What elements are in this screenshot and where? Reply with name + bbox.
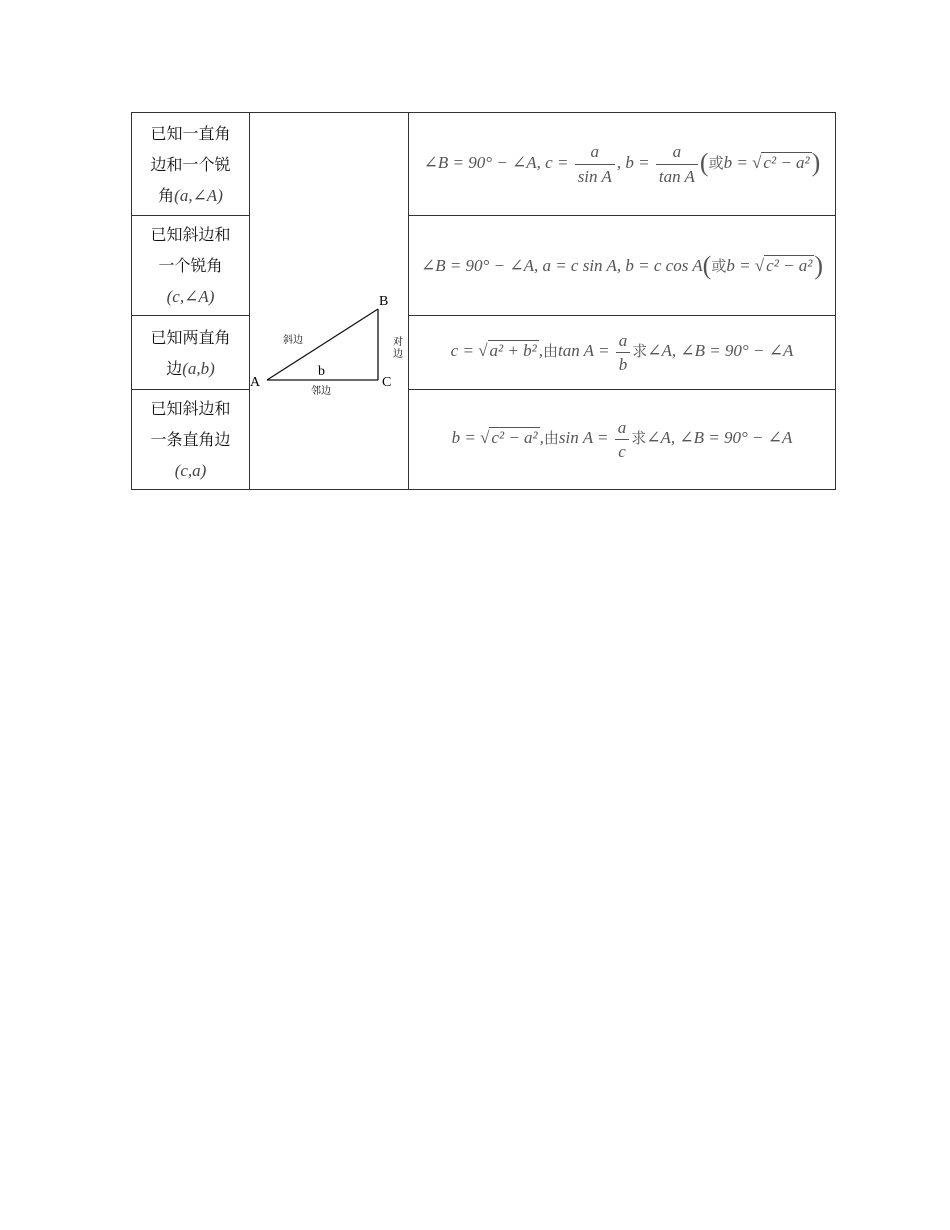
fraction xyxy=(575,141,615,187)
table-row xyxy=(132,316,836,390)
adjacent-label: 邻边 xyxy=(311,386,331,397)
fraction-numerator: a xyxy=(656,141,698,164)
fraction xyxy=(616,330,631,376)
condition-cell xyxy=(132,113,250,216)
formula xyxy=(423,142,821,186)
table-row xyxy=(132,390,836,490)
fraction xyxy=(656,141,698,187)
formula-cjk: 由 xyxy=(543,429,559,448)
fraction-denominator: c xyxy=(618,442,626,461)
formula-text: ∠A, ∠B = 90° − ∠A xyxy=(647,341,794,361)
radicand: c² − a² xyxy=(766,255,813,275)
paren-close: ) xyxy=(814,250,824,280)
condition-cell xyxy=(132,316,250,390)
fraction-denominator: tan A xyxy=(658,166,695,186)
formula-cell xyxy=(409,216,836,316)
condition-math: (a,∠A) xyxy=(174,185,223,205)
vertex-a-label: A xyxy=(250,375,261,390)
table-row xyxy=(132,216,836,316)
condition-cell xyxy=(132,216,250,316)
formula-text: , xyxy=(539,428,544,448)
condition-line: 边 xyxy=(166,358,183,378)
paren-close: ) xyxy=(811,147,821,177)
formula-cell xyxy=(409,113,836,216)
formula-cell xyxy=(409,316,836,390)
formula-text: sin A = xyxy=(558,428,613,448)
fraction-denominator: sin A xyxy=(577,166,612,186)
condition-line: 一个锐角 xyxy=(158,256,223,275)
hypotenuse-label: 斜边 xyxy=(283,335,303,346)
fraction xyxy=(615,417,630,463)
formula-cjk: 或 xyxy=(711,256,727,275)
formula-text: , xyxy=(538,341,543,361)
formula-text: b = xyxy=(451,428,481,448)
condition-line: 边和一个锐 xyxy=(150,154,231,174)
radicand: c² − a² xyxy=(491,428,538,448)
square-root: √ c² − a² xyxy=(752,152,810,172)
formula-text: ∠B = 90° − ∠A, a = c sin A, b = c cos A xyxy=(420,255,703,275)
radicand: a² + b² xyxy=(489,341,537,361)
vertex-c-label: C xyxy=(382,375,392,390)
formula xyxy=(451,417,793,461)
figure-cell xyxy=(250,113,409,490)
right-triangle-figure xyxy=(250,113,408,490)
paren-open: ( xyxy=(699,147,709,177)
opposite-label-bottom: 边 xyxy=(393,349,403,360)
radicand: c² − a² xyxy=(763,152,810,172)
formula xyxy=(450,330,794,374)
formula-cjk: 求 xyxy=(631,429,647,448)
formula-text: b = xyxy=(726,255,755,275)
condition-line: 已知斜边和 xyxy=(150,399,231,418)
condition-line: 已知两直角 xyxy=(150,327,231,347)
table-row xyxy=(132,113,836,216)
condition-line: 已知一直角 xyxy=(150,123,231,143)
formula-text: c = xyxy=(450,341,479,361)
formula-text: b = xyxy=(723,152,753,172)
fraction-numerator: a xyxy=(616,330,631,353)
formula-cjk: 求 xyxy=(632,342,648,361)
formula-cjk: 或 xyxy=(708,153,724,172)
square-root: √ c² − a² xyxy=(754,255,813,275)
formula xyxy=(420,250,824,280)
condition-cell xyxy=(132,390,250,490)
condition-math: (c,∠A) xyxy=(166,287,215,306)
fraction-numerator: a xyxy=(575,141,615,164)
condition-line: 角 xyxy=(158,185,175,205)
formula-text: ∠B = 90° − ∠A, c = xyxy=(423,152,573,172)
formula-cjk: 由 xyxy=(542,342,558,361)
vertex-b-label: B xyxy=(379,294,389,309)
square-root: √ c² − a² xyxy=(480,428,538,448)
condition-math: (a,b) xyxy=(182,358,215,378)
fraction-denominator: b xyxy=(618,355,628,374)
condition-line: 一条直角边 xyxy=(150,430,231,449)
solution-table xyxy=(131,112,836,490)
formula-text: , b = xyxy=(616,152,654,172)
formula-text: tan A = xyxy=(557,341,614,361)
opposite-label-top: 对 xyxy=(393,337,403,348)
condition-line: 已知斜边和 xyxy=(150,225,231,244)
formula-text: ∠A, ∠B = 90° − ∠A xyxy=(646,428,793,448)
square-root: √ a² + b² xyxy=(478,341,537,361)
fraction-numerator: a xyxy=(615,417,630,440)
paren-open: ( xyxy=(702,250,712,280)
condition-math: (c,a) xyxy=(174,461,207,480)
formula-cell xyxy=(409,390,836,490)
side-b-label: b xyxy=(318,364,325,379)
